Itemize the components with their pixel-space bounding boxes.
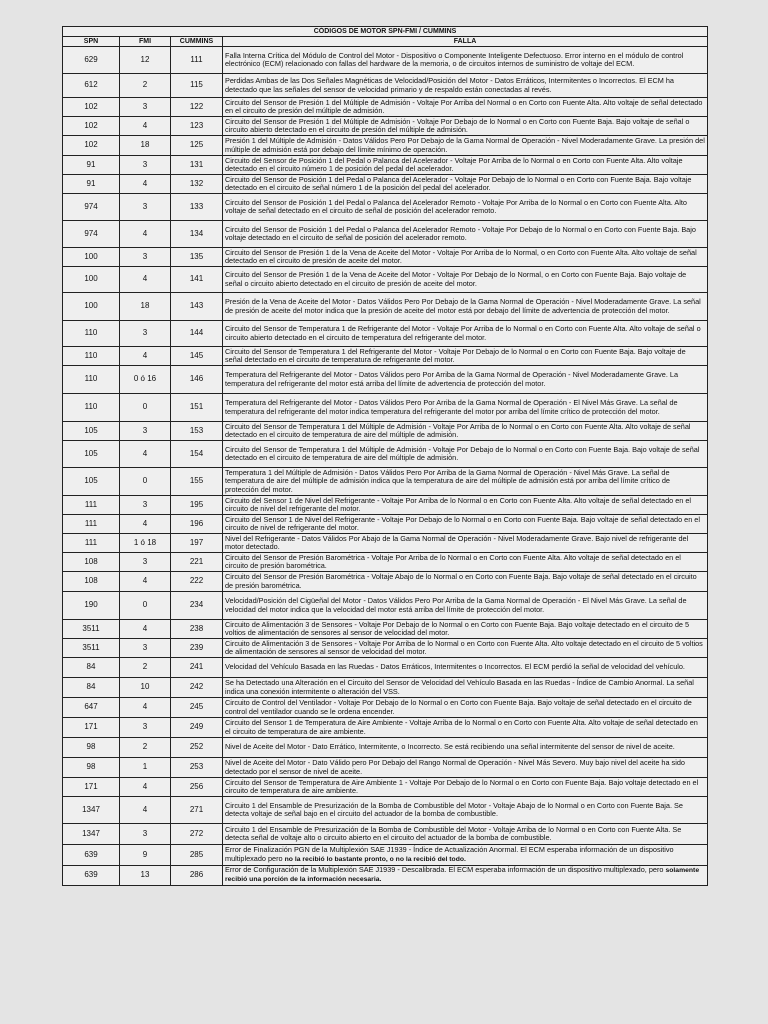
cell-spn: 974 xyxy=(63,221,120,248)
table-row xyxy=(63,778,708,797)
cell-fmi: 4 xyxy=(120,347,171,366)
cell-spn: 111 xyxy=(63,515,120,534)
cell-fmi: 4 xyxy=(120,778,171,797)
cell-fmi: 4 xyxy=(120,221,171,248)
cell-falla xyxy=(223,422,708,441)
falla-text: Nivel de Aceite del Motor - Dato Errático, Intermitente, o Incorrecto. Se está recibiendo una señal intermitente del sensor de nivel de aceite. xyxy=(225,742,675,752)
cell-spn: 102 xyxy=(63,117,120,136)
table-row xyxy=(63,718,708,738)
table-row xyxy=(63,117,708,136)
cell-falla xyxy=(223,592,708,620)
cell-spn: 110 xyxy=(63,321,120,347)
table-row xyxy=(63,175,708,194)
table-row xyxy=(63,248,708,267)
cell-spn: 100 xyxy=(63,293,120,321)
cell-falla xyxy=(223,347,708,366)
cell-spn: 91 xyxy=(63,156,120,175)
falla-text: Circuito del Sensor 1 de Nivel del Refrigerante - Voltaje Por Arriba de lo Normal o en Corto con Fuente Alta. Alto voltaje de señal detectado en el circuito de nivel del refrigerante del motor. xyxy=(225,495,692,513)
table-row xyxy=(63,156,708,175)
table-row xyxy=(63,321,708,347)
falla-text: Velocidad/Posición del Cigüeñal del Motor - Datos Válidos Pero Por Arriba de la Gama Normal de Operación - El Nivel Más Grave. La señal de velocidad del motor indica que la velocidad del motor está arriba del límite de protección del motor. xyxy=(225,596,687,614)
cell-fmi: 2 xyxy=(120,658,171,678)
cell-falla xyxy=(223,845,708,866)
cell-falla xyxy=(223,620,708,639)
cell-fmi: 4 xyxy=(120,441,171,468)
table-row xyxy=(63,797,708,824)
falla-text: Circuito del Sensor de Temperatura de Aire Ambiente 1 - Voltaje Por Debajo de lo Normal o en Corto con Fuente Baja. Bajo voltaje detectado en el circuito de temperatura de aire ambiente. xyxy=(225,777,699,795)
table-row xyxy=(63,658,708,678)
cell-cummins: 146 xyxy=(171,366,223,394)
cell-falla xyxy=(223,866,708,886)
engine-codes-table xyxy=(62,26,708,886)
cell-falla xyxy=(223,797,708,824)
cell-fmi: 2 xyxy=(120,738,171,758)
header-falla: FALLA xyxy=(223,37,708,47)
cell-cummins: 272 xyxy=(171,824,223,845)
falla-text: Nivel de Aceite del Motor - Dato Válido pero Por Debajo del Rango Normal de Operación - Nivel Más Severo. Muy bajo nivel del aceite ha sido detectado por el sensor de nivel de aceite. xyxy=(225,758,685,776)
cell-falla xyxy=(223,47,708,74)
cell-falla xyxy=(223,366,708,394)
cell-spn: 105 xyxy=(63,468,120,496)
falla-text: Se ha Detectado una Alteración en el Circuito del Sensor de Velocidad del Vehículo Basada en las Ruedas - Índice de Cambio Anormal. La señal indica una conexión intermitente o alteración del VSS. xyxy=(225,678,694,696)
cell-cummins: 197 xyxy=(171,534,223,553)
cell-spn: 629 xyxy=(63,47,120,74)
header-cummins: CUMMINS xyxy=(171,37,223,47)
cell-fmi: 3 xyxy=(120,194,171,221)
table-row xyxy=(63,515,708,534)
cell-cummins: 155 xyxy=(171,468,223,496)
falla-text: Temperatura 1 del Múltiple de Admisión - Datos Válidos Pero Por Arriba de la Gama Normal de Operación - Nivel Más Grave. La señal de temperatura de aire del múltiple de admisión indica que la temperatura de aire del múltiple de admisión está por arriba del límite crítico de protección del motor. xyxy=(225,467,670,494)
table-row xyxy=(63,293,708,321)
cell-cummins: 144 xyxy=(171,321,223,347)
falla-text: Error de Configuración de la Multiplexión SAE J1939 - Descalibrada. El ECM esperaba información de un dispositivo multiplexado, pero xyxy=(225,865,666,874)
cell-spn: 171 xyxy=(63,718,120,738)
table-row xyxy=(63,422,708,441)
cell-cummins: 252 xyxy=(171,738,223,758)
cell-spn: 102 xyxy=(63,98,120,117)
cell-cummins: 123 xyxy=(171,117,223,136)
cell-cummins: 239 xyxy=(171,639,223,658)
table-row xyxy=(63,738,708,758)
cell-spn: 100 xyxy=(63,267,120,293)
cell-spn: 3511 xyxy=(63,639,120,658)
cell-spn: 110 xyxy=(63,394,120,422)
cell-spn: 639 xyxy=(63,866,120,886)
falla-text: Circuito del Sensor de Presión 1 de la Vena de Aceite del Motor - Voltaje Por Arriba de lo Normal, o en Corto con Fuente Alta. Alto voltaje de señal detectado en el circuito de presión de aceite del motor. xyxy=(225,247,697,265)
cell-fmi: 3 xyxy=(120,248,171,267)
falla-text-bold: no la recibió lo bastante pronto, o no la recibió del todo. xyxy=(284,855,466,863)
header-spn: SPN xyxy=(63,37,120,47)
cell-fmi: 3 xyxy=(120,98,171,117)
cell-fmi: 0 ó 16 xyxy=(120,366,171,394)
cell-falla xyxy=(223,321,708,347)
falla-text: Temperatura del Refrigerante del Motor - Datos Válidos Pero Por Arriba de la Gama Normal de Operación - El Nivel Más Grave. La señal de temperatura del refrigerante del motor indica temperatura del refrigerante del motor por arriba del límite crítico de protección del motor. xyxy=(225,398,678,416)
cell-cummins: 122 xyxy=(171,98,223,117)
cell-falla xyxy=(223,515,708,534)
table-row xyxy=(63,620,708,639)
table-row xyxy=(63,572,708,592)
cell-falla xyxy=(223,534,708,553)
cell-fmi: 3 xyxy=(120,321,171,347)
cell-falla xyxy=(223,658,708,678)
cell-fmi: 3 xyxy=(120,824,171,845)
falla-text: Circuito del Sensor de Posición 1 del Pedal o Palanca del Acelerador - Voltaje Por Arriba de lo Normal o en Corto con Fuente Alta. Alto voltaje detectado en el circuito número 1 de posición del pedal del acelerador. xyxy=(225,155,683,173)
cell-spn: 1347 xyxy=(63,797,120,824)
cell-spn: 108 xyxy=(63,572,120,592)
falla-text: Perdidas Ambas de las Dos Señales Magnéticas de Velocidad/Posición del Motor - Datos Erráticos, Intermitentes o Incorrectos. El ECM ha detectado que las señales del sensor de velocidad primario y de respaldo están conectadas al revés. xyxy=(225,76,674,94)
falla-text: Circuito del Sensor de Temperatura 1 del Refrigerante del Motor - Voltaje Por Debajo de lo Normal o en Corto con Fuente Baja. Bajo voltaje de señal detectado en el circuito de temperatura de refrigerante del motor. xyxy=(225,346,686,364)
cell-falla xyxy=(223,824,708,845)
table-row xyxy=(63,496,708,515)
table-row xyxy=(63,347,708,366)
falla-text: Circuito del Sensor de Presión 1 del Múltiple de Admisión - Voltaje Por Debajo de lo Normal o en Corto con Fuente Baja. Bajo voltaje de señal o circuito abierto detectado en el circuito de presión del múltiple de admisión. xyxy=(225,116,690,134)
falla-text: Circuito de Alimentación 3 de Sensores - Voltaje Por Debajo de lo Normal o en Corto con Fuente Baja. Bajo voltaje detectado en el circuito de 5 voltios de alimentación de sensores al sensor de velocidad del motor. xyxy=(225,619,690,637)
cell-fmi: 18 xyxy=(120,136,171,156)
cell-fmi: 1 ó 18 xyxy=(120,534,171,553)
cell-falla xyxy=(223,678,708,698)
cell-falla xyxy=(223,221,708,248)
cell-cummins: 238 xyxy=(171,620,223,639)
table-row xyxy=(63,136,708,156)
falla-text-bold: solamente recibió una porción de la información necesaria. xyxy=(225,867,700,884)
cell-cummins: 271 xyxy=(171,797,223,824)
cell-fmi: 4 xyxy=(120,572,171,592)
cell-spn: 91 xyxy=(63,175,120,194)
falla-text: Circuito del Sensor de Presión Barométrica - Voltaje Abajo de lo Normal o en Corto con Fuente Baja. Bajo voltaje de señal detectado en el circuito de presión barométrica. xyxy=(225,572,697,590)
falla-text: Circuito del Sensor 1 de Nivel del Refrigerante - Voltaje Por Debajo de lo Normal o en Corto con Fuente Baja. Bajo voltaje de señal detectado en el circuito de nivel de refrigerante del motor. xyxy=(225,514,700,532)
falla-text: Circuito del Sensor de Presión Barométrica - Voltaje Por Arriba de lo Normal o en Corto con Fuente Alta. Alto voltaje de señal detectado en el circuito de presión barométrica. xyxy=(225,552,681,570)
table-row xyxy=(63,441,708,468)
falla-text: Circuito del Sensor de Presión 1 de la Vena de Aceite del Motor - Voltaje Por Debajo de lo Normal, o en Corto con Fuente Baja. Bajo voltaje de señal o circuito abierto detectado en el circuito de presión de aceite del motor. xyxy=(225,270,687,288)
cell-fmi: 12 xyxy=(120,47,171,74)
falla-text: Circuito de Control del Ventilador - Voltaje Por Debajo de lo Normal o en Corto con Fuente Baja. Bajo voltaje de señal detectado en el circuito de control del ventilador cuando se le ordena encender. xyxy=(225,698,692,716)
cell-falla xyxy=(223,117,708,136)
table-row xyxy=(63,553,708,572)
cell-fmi: 0 xyxy=(120,468,171,496)
table-row xyxy=(63,98,708,117)
table-row xyxy=(63,366,708,394)
cell-spn: 3511 xyxy=(63,620,120,639)
cell-spn: 100 xyxy=(63,248,120,267)
cell-fmi: 0 xyxy=(120,592,171,620)
cell-fmi: 1 xyxy=(120,758,171,778)
falla-text: Circuito del Sensor de Posición 1 del Pedal o Palanca del Acelerador Remoto - Voltaje Por Debajo de lo Normal o en Corto con Fuente Baja. Bajo voltaje detectado en el circuito de señal de posición del acelerador remoto. xyxy=(225,224,696,242)
cell-fmi: 0 xyxy=(120,394,171,422)
cell-spn: 84 xyxy=(63,658,120,678)
cell-fmi: 2 xyxy=(120,74,171,98)
cell-fmi: 4 xyxy=(120,267,171,293)
cell-fmi: 3 xyxy=(120,553,171,572)
table-row xyxy=(63,758,708,778)
cell-fmi: 18 xyxy=(120,293,171,321)
falla-text: Circuito del Sensor de Temperatura 1 del Múltiple de Admisión - Voltaje Por Arriba de lo Normal o en Corto con Fuente Alta. Alto voltaje de señal detectado en el circuito de temperatura de aire del múltiple de admisión. xyxy=(225,421,691,439)
falla-text: Circuito de Alimentación 3 de Sensores - Voltaje Por Arriba de lo Normal o en Corto con Fuente Alta. Alto voltaje detectado en el circuito de 5 voltios de alimentación de sensores al sensor de velocidad del motor. xyxy=(225,638,703,656)
cell-cummins: 141 xyxy=(171,267,223,293)
cell-cummins: 242 xyxy=(171,678,223,698)
cell-fmi: 4 xyxy=(120,515,171,534)
cell-fmi: 13 xyxy=(120,866,171,886)
cell-fmi: 3 xyxy=(120,639,171,658)
cell-falla xyxy=(223,136,708,156)
falla-text: Circuito del Sensor de Posición 1 del Pedal o Palanca del Acelerador - Voltaje Por Debajo de lo Normal o en Corto con Fuente Baja. Bajo voltaje detectado en el circuito de señal número 1 de la posición del pedal del acelerador. xyxy=(225,174,692,192)
header-fmi: FMI xyxy=(120,37,171,47)
cell-fmi: 3 xyxy=(120,496,171,515)
table-row xyxy=(63,468,708,496)
cell-falla xyxy=(223,98,708,117)
cell-spn: 639 xyxy=(63,845,120,866)
cell-cummins: 234 xyxy=(171,592,223,620)
cell-falla xyxy=(223,175,708,194)
cell-spn: 98 xyxy=(63,758,120,778)
cell-cummins: 132 xyxy=(171,175,223,194)
cell-fmi: 3 xyxy=(120,156,171,175)
cell-spn: 974 xyxy=(63,194,120,221)
cell-cummins: 154 xyxy=(171,441,223,468)
falla-text: Error de Finalización PGN de la Multiplexión SAE J1939 - Índice de Actualización Anormal. El ECM esperaba información de un dispositivo multiplexado pero xyxy=(225,845,674,863)
falla-text: Presión 1 del Múltiple de Admisión - Datos Válidos Pero Por Debajo de la Gama Normal de Operación - Nivel Moderadamente Grave. La presión del múltiple de admisión está por debajo del límite mínimo de operación. xyxy=(225,136,705,154)
falla-text: Circuito del Sensor de Temperatura 1 de Refrigerante del Motor - Voltaje Por Arriba de lo Normal o en Corto con Fuente Alta. Alto voltaje de señal o circuito abierto detectado en el circuito de temperatura del refrigerante del motor. xyxy=(225,324,701,342)
table-row xyxy=(63,194,708,221)
cell-cummins: 245 xyxy=(171,698,223,718)
cell-spn: 110 xyxy=(63,347,120,366)
table-row xyxy=(63,678,708,698)
falla-text: Circuito del Sensor 1 de Temperatura de Aire Ambiente - Voltaje Arriba de lo Normal o en Corto con Fuente Alta. Alto voltaje de señal detectado en el circuito de temperatura de aire ambiente. xyxy=(225,718,698,736)
falla-text: Presión de la Vena de Aceite del Motor - Datos Válidos Pero Por Debajo de la Gama Normal de Operación - Nivel Moderadamente Grave. La señal de presión de aceite del motor indica que la presión de aceite del motor está por debajo del límite de advertencia de protección del motor. xyxy=(225,297,701,315)
table-row xyxy=(63,74,708,98)
cell-spn: 84 xyxy=(63,678,120,698)
cell-cummins: 111 xyxy=(171,47,223,74)
table-row xyxy=(63,534,708,553)
cell-falla xyxy=(223,74,708,98)
table-title: CÓDIGOS DE MOTOR SPN-FMI / CUMMINS xyxy=(63,27,708,37)
table-row xyxy=(63,592,708,620)
cell-fmi: 4 xyxy=(120,117,171,136)
cell-fmi: 3 xyxy=(120,422,171,441)
cell-fmi: 4 xyxy=(120,797,171,824)
cell-cummins: 286 xyxy=(171,866,223,886)
cell-falla xyxy=(223,718,708,738)
falla-text: Circuito del Sensor de Temperatura 1 del Múltiple de Admisión - Voltaje Por Debajo de lo Normal o en Corto con Fuente Baja. Bajo voltaje de señal detectado en el circuito de temperatura de aire del múltiple de admisión. xyxy=(225,444,700,462)
cell-fmi: 9 xyxy=(120,845,171,866)
cell-fmi: 4 xyxy=(120,175,171,194)
cell-spn: 98 xyxy=(63,738,120,758)
falla-text: Circuito del Sensor de Presión 1 del Múltiple de Admisión - Voltaje Por Arriba del Normal o en Corto con Fuente Alta. Alto voltaje de señal detectado en el circuito de presión del múltiple de admisión. xyxy=(225,97,703,115)
cell-spn: 111 xyxy=(63,534,120,553)
cell-falla xyxy=(223,394,708,422)
cell-falla xyxy=(223,758,708,778)
cell-fmi: 4 xyxy=(120,698,171,718)
cell-cummins: 256 xyxy=(171,778,223,797)
cell-falla xyxy=(223,267,708,293)
table-row xyxy=(63,639,708,658)
cell-cummins: 241 xyxy=(171,658,223,678)
cell-cummins: 221 xyxy=(171,553,223,572)
falla-text: Circuito del Sensor de Posición 1 del Pedal o Palanca del Acelerador Remoto - Voltaje Por Arriba de lo Normal o en Corto con Fuente Alta. Alto voltaje de señal detectado en el circuito de señal de posición del acelerador remoto. xyxy=(225,197,687,215)
cell-cummins: 222 xyxy=(171,572,223,592)
cell-fmi: 4 xyxy=(120,620,171,639)
cell-falla xyxy=(223,441,708,468)
falla-text: Circuito 1 del Ensamble de Presurización de la Bomba de Combustible del Motor - Voltaje Arriba de lo Normal o en Corto con Fuente Alta. Se detecta señal de voltaje alto o circuito abierto en el circuito del actuador de la bomba de combustible. xyxy=(225,824,682,842)
table-row xyxy=(63,824,708,845)
table-title-row xyxy=(63,27,708,37)
cell-falla xyxy=(223,248,708,267)
falla-text: Temperatura del Refrigerante del Motor - Datos Válidos pero Por Arriba de la Gama Normal de Operación - Nivel Moderadamente Grave. La temperatura del refrigerante del motor está arriba del límite de advertencia de protección del motor. xyxy=(225,370,679,388)
cell-falla xyxy=(223,156,708,175)
cell-spn: 190 xyxy=(63,592,120,620)
table-row xyxy=(63,394,708,422)
cell-fmi: 10 xyxy=(120,678,171,698)
table-row xyxy=(63,221,708,248)
cell-falla xyxy=(223,698,708,718)
cell-falla xyxy=(223,778,708,797)
cell-cummins: 195 xyxy=(171,496,223,515)
table-header-row xyxy=(63,37,708,47)
table-row xyxy=(63,47,708,74)
cell-falla xyxy=(223,468,708,496)
cell-cummins: 125 xyxy=(171,136,223,156)
cell-spn: 1347 xyxy=(63,824,120,845)
cell-cummins: 253 xyxy=(171,758,223,778)
cell-cummins: 196 xyxy=(171,515,223,534)
cell-falla xyxy=(223,639,708,658)
falla-text: Circuito 1 del Ensamble de Presurización de la Bomba de Combustible del Motor - Voltaje Abajo de lo Normal o en Corto con Fuente Baja. Se detecta voltaje de señal bajo en el circuito del actuador de la bomba de combustible. xyxy=(225,800,683,818)
cell-cummins: 135 xyxy=(171,248,223,267)
cell-spn: 110 xyxy=(63,366,120,394)
cell-cummins: 134 xyxy=(171,221,223,248)
table-row xyxy=(63,267,708,293)
cell-cummins: 151 xyxy=(171,394,223,422)
cell-cummins: 153 xyxy=(171,422,223,441)
cell-falla xyxy=(223,496,708,515)
cell-falla xyxy=(223,293,708,321)
cell-spn: 105 xyxy=(63,422,120,441)
cell-fmi: 3 xyxy=(120,718,171,738)
cell-spn: 102 xyxy=(63,136,120,156)
cell-spn: 105 xyxy=(63,441,120,468)
cell-spn: 612 xyxy=(63,74,120,98)
cell-falla xyxy=(223,738,708,758)
cell-cummins: 143 xyxy=(171,293,223,321)
cell-spn: 111 xyxy=(63,496,120,515)
cell-falla xyxy=(223,553,708,572)
falla-text: Falla Interna Crítica del Módulo de Control del Motor - Dispositivo o Componente Inteligente Defectuoso. Error interno en el módulo de control electrónico (ECM) relacionado con fallas del hardware de la memoria, o de circuitos internos de suministro de voltaje del ECM. xyxy=(225,50,684,68)
falla-text: Velocidad del Vehículo Basada en las Ruedas - Datos Erráticos, Intermitentes o Incorrectos. El ECM perdió la señal de velocidad del vehículo. xyxy=(225,662,685,672)
cell-falla xyxy=(223,194,708,221)
cell-spn: 647 xyxy=(63,698,120,718)
cell-cummins: 145 xyxy=(171,347,223,366)
table-row xyxy=(63,866,708,886)
table-row xyxy=(63,845,708,866)
cell-cummins: 115 xyxy=(171,74,223,98)
cell-cummins: 133 xyxy=(171,194,223,221)
cell-cummins: 249 xyxy=(171,718,223,738)
falla-text: Nivel del Refrigerante - Datos Válidos Por Abajo de la Gama Normal de Operación - Nivel Moderadamente Grave. Bajo nivel de refrigerante del motor detectado. xyxy=(225,533,689,551)
table-row xyxy=(63,698,708,718)
cell-cummins: 131 xyxy=(171,156,223,175)
cell-spn: 171 xyxy=(63,778,120,797)
cell-cummins: 285 xyxy=(171,845,223,866)
cell-falla xyxy=(223,572,708,592)
cell-spn: 108 xyxy=(63,553,120,572)
